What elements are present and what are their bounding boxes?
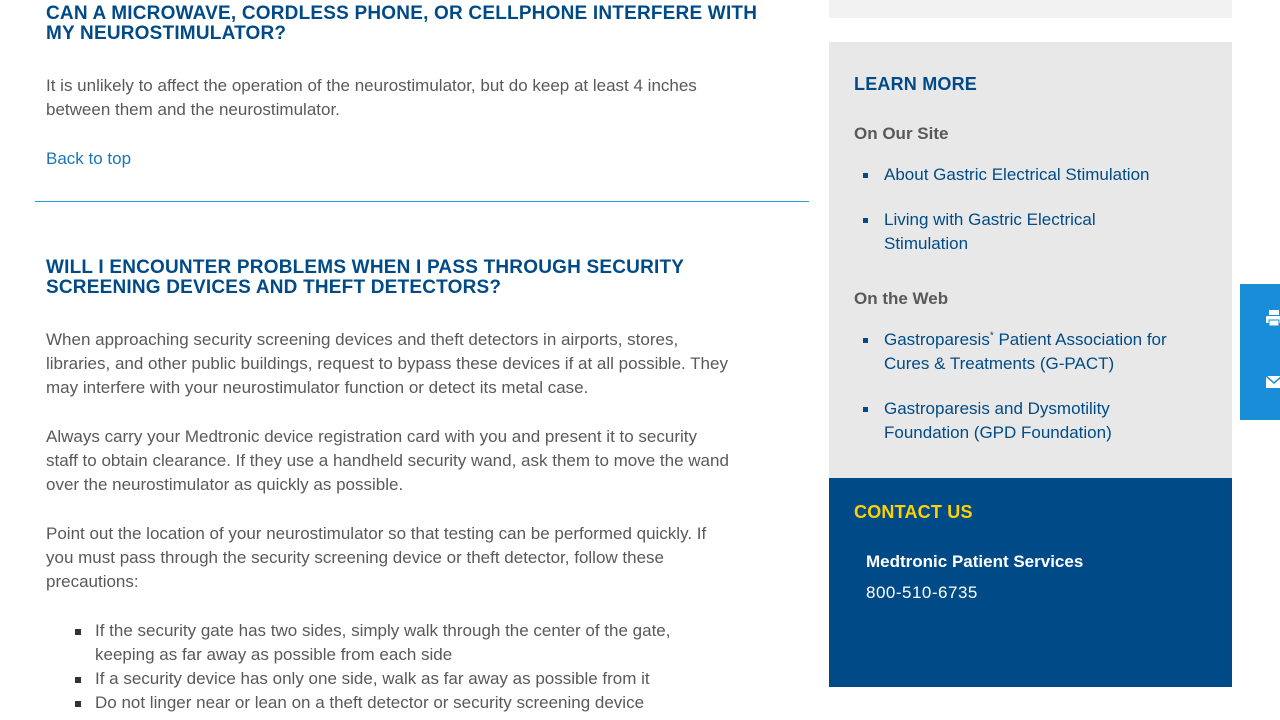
link-text: About Gastric Electrical Stimulation — [884, 165, 1150, 184]
list-item — [854, 163, 1214, 187]
section-divider — [35, 201, 809, 202]
link-text: Gastroparesis and Dysmotility — [884, 399, 1110, 418]
bullet-square-icon — [75, 701, 81, 707]
list-item — [854, 328, 1214, 376]
list-item — [854, 208, 1214, 256]
link-gpd-foundation[interactable] — [884, 397, 1214, 445]
link-g-pact[interactable] — [884, 328, 1214, 376]
question-title-line: WILL I ENCOUNTER PROBLEMS WHEN I PASS THROUGH SECURITY — [46, 257, 685, 278]
link-text: Gastroparesis — [884, 330, 990, 349]
question-title — [46, 4, 806, 44]
precautions-list — [46, 619, 806, 715]
paragraph-line: over the neurostimulator as quickly as possible. — [46, 475, 404, 494]
learn-more-panel — [829, 42, 1232, 478]
contact-us-title: CONTACT US — [854, 502, 973, 522]
bullet-square-icon — [863, 338, 868, 343]
paragraph-line: you must pass through the security screening device or theft detector, follow these — [46, 548, 665, 567]
paragraph-line: precautions: — [46, 572, 139, 591]
list-item — [854, 397, 1214, 445]
question-title-line: CAN A MICROWAVE, CORDLESS PHONE, OR CELLPHONE INTERFERE WITH — [46, 3, 758, 24]
on-the-web-heading: On the Web — [854, 289, 949, 308]
paragraph-line: It is unlikely to affect the operation of the neurostimulator, but do keep at least 4 inches — [46, 76, 697, 95]
paragraph-line: staff to obtain clearance. If they use a handheld security wand, ask them to move the wand — [46, 451, 729, 470]
print-icon[interactable] — [1264, 308, 1280, 328]
question-title-line: MY NEUROSTIMULATOR? — [46, 23, 287, 44]
contact-phone[interactable]: 800-510-6735 — [866, 583, 978, 602]
answer-paragraph — [46, 425, 806, 497]
list-item — [46, 691, 806, 715]
link-about-gastric-stimulation[interactable] — [884, 165, 1150, 184]
paragraph-line: libraries, and other public buildings, request to bypass these devices if at all possible. They — [46, 354, 728, 373]
contact-us-panel — [829, 478, 1232, 687]
bullet-square-icon — [75, 677, 81, 683]
paragraph-line: Always carry your Medtronic device registration card with you and present it to security — [46, 427, 697, 446]
site-links-list — [854, 163, 1214, 277]
on-our-site-heading: On Our Site — [854, 124, 949, 143]
sidebar-top-panel — [829, 0, 1232, 18]
link-living-with-gastric-stimulation[interactable] — [884, 208, 1214, 256]
bullet-square-icon — [75, 629, 81, 635]
question-title-line: SCREENING DEVICES AND THEFT DETECTORS? — [46, 277, 502, 298]
answer-paragraph — [46, 74, 806, 122]
link-text: Stimulation — [884, 234, 969, 253]
paragraph-line: When approaching security screening devices and theft detectors in airports, stores, — [46, 330, 679, 349]
question-title — [46, 258, 806, 298]
list-item-line: keeping as far away as possible from each side — [95, 645, 453, 664]
list-item — [46, 667, 806, 691]
list-item-line: Do not linger near or lean on a theft detector or security screening device — [95, 693, 645, 712]
link-text: Patient Association for — [993, 330, 1167, 349]
asterisk-mark: * — [989, 330, 994, 342]
share-toolbar — [1240, 284, 1280, 420]
list-item — [46, 619, 806, 667]
link-text: Living with Gastric Electrical — [884, 210, 1096, 229]
learn-more-title: LEARN MORE — [854, 74, 977, 94]
bullet-square-icon — [863, 407, 868, 412]
link-text: Cures & Treatments (G-PACT) — [884, 354, 1115, 373]
back-to-top-link[interactable]: Back to top — [46, 149, 132, 168]
link-text-line — [884, 328, 1214, 352]
link-text: Foundation (GPD Foundation) — [884, 423, 1112, 442]
paragraph-line: Point out the location of your neurostimulator so that testing can be performed quickly. If — [46, 524, 707, 543]
answer-paragraph — [46, 522, 806, 594]
web-links-list — [854, 328, 1214, 466]
contact-name: Medtronic Patient Services — [866, 552, 1084, 571]
paragraph-line: may interfere with your neurostimulator function or detect its metal case. — [46, 378, 589, 397]
bullet-square-icon — [863, 173, 868, 178]
bullet-square-icon — [863, 218, 868, 223]
answer-paragraph — [46, 328, 806, 400]
paragraph-line: between them and the neurostimulator. — [46, 100, 340, 119]
email-icon[interactable] — [1264, 372, 1280, 392]
list-item-line: If the security gate has two sides, simply walk through the center of the gate, — [95, 621, 671, 640]
list-item-line: If a security device has only one side, walk as far away as possible from it — [95, 669, 650, 688]
